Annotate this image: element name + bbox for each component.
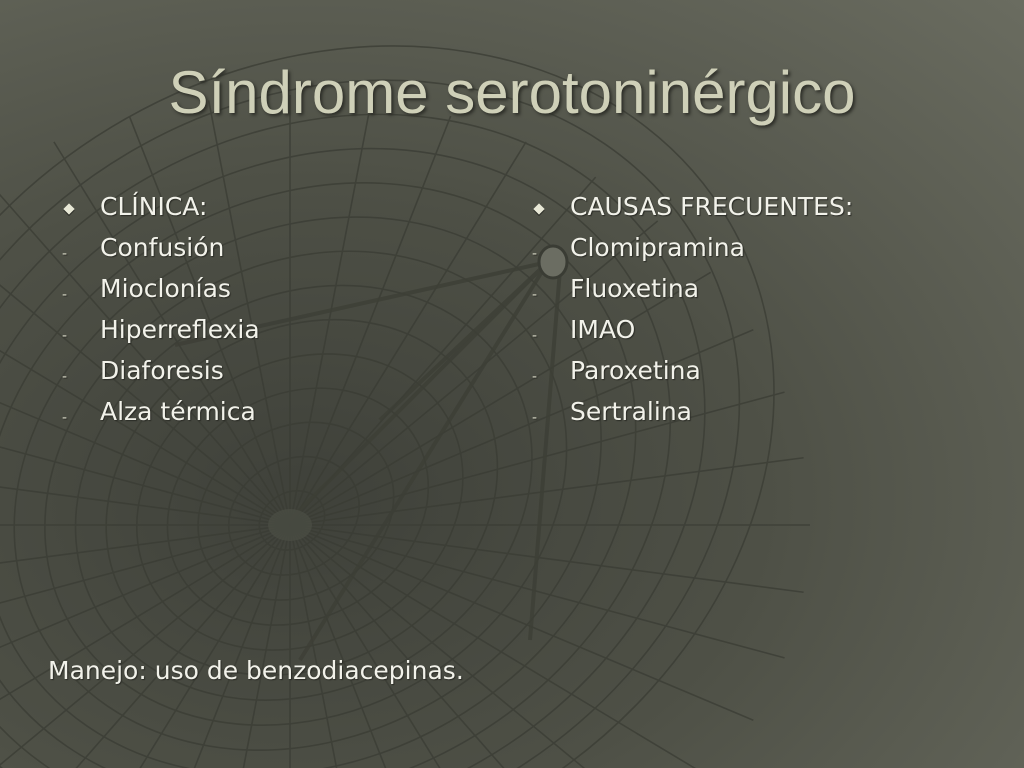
causas-heading: CAUSAS FRECUENTES:	[570, 192, 854, 221]
slide-title: Síndrome serotoninérgico	[168, 59, 856, 126]
clinica-column	[62, 186, 260, 432]
list-item-text: Mioclonías	[100, 274, 231, 303]
list-item	[532, 227, 853, 268]
dash-icon: -	[532, 328, 538, 344]
list-heading	[62, 186, 260, 227]
dash-icon: -	[62, 328, 68, 344]
list-item-text: Fluoxetina	[570, 274, 700, 303]
list-item-text: Hiperreflexia	[100, 315, 260, 344]
list-item	[532, 268, 853, 309]
list-item	[532, 350, 853, 391]
list-item-text: Clomipramina	[570, 233, 745, 262]
management-note: Manejo: uso de benzodiacepinas.	[48, 656, 464, 685]
list-item	[532, 309, 853, 350]
list-item-text: Paroxetina	[570, 356, 701, 385]
list-item	[62, 227, 260, 268]
dash-icon: -	[532, 410, 538, 426]
dash-icon: -	[62, 287, 68, 303]
list-item	[62, 268, 260, 309]
list-item-text: IMAO	[570, 315, 636, 344]
list-item	[62, 309, 260, 350]
dash-icon: -	[62, 246, 68, 262]
clinica-heading: CLÍNICA:	[100, 192, 208, 221]
diamond-bullet-icon	[532, 192, 570, 221]
list-heading	[532, 186, 853, 227]
list-item-text: Alza térmica	[100, 397, 256, 426]
dash-icon: -	[62, 410, 68, 426]
list-item	[532, 391, 853, 432]
dash-icon: -	[532, 287, 538, 303]
list-item-text: Confusión	[100, 233, 225, 262]
list-item-text: Sertralina	[570, 397, 692, 426]
list-item	[62, 391, 260, 432]
causas-column	[532, 186, 853, 432]
dash-icon: -	[62, 369, 68, 385]
list-item	[62, 350, 260, 391]
list-item-text: Diaforesis	[100, 356, 224, 385]
dash-icon: -	[532, 369, 538, 385]
diamond-bullet-icon	[62, 192, 100, 221]
dash-icon: -	[532, 246, 538, 262]
